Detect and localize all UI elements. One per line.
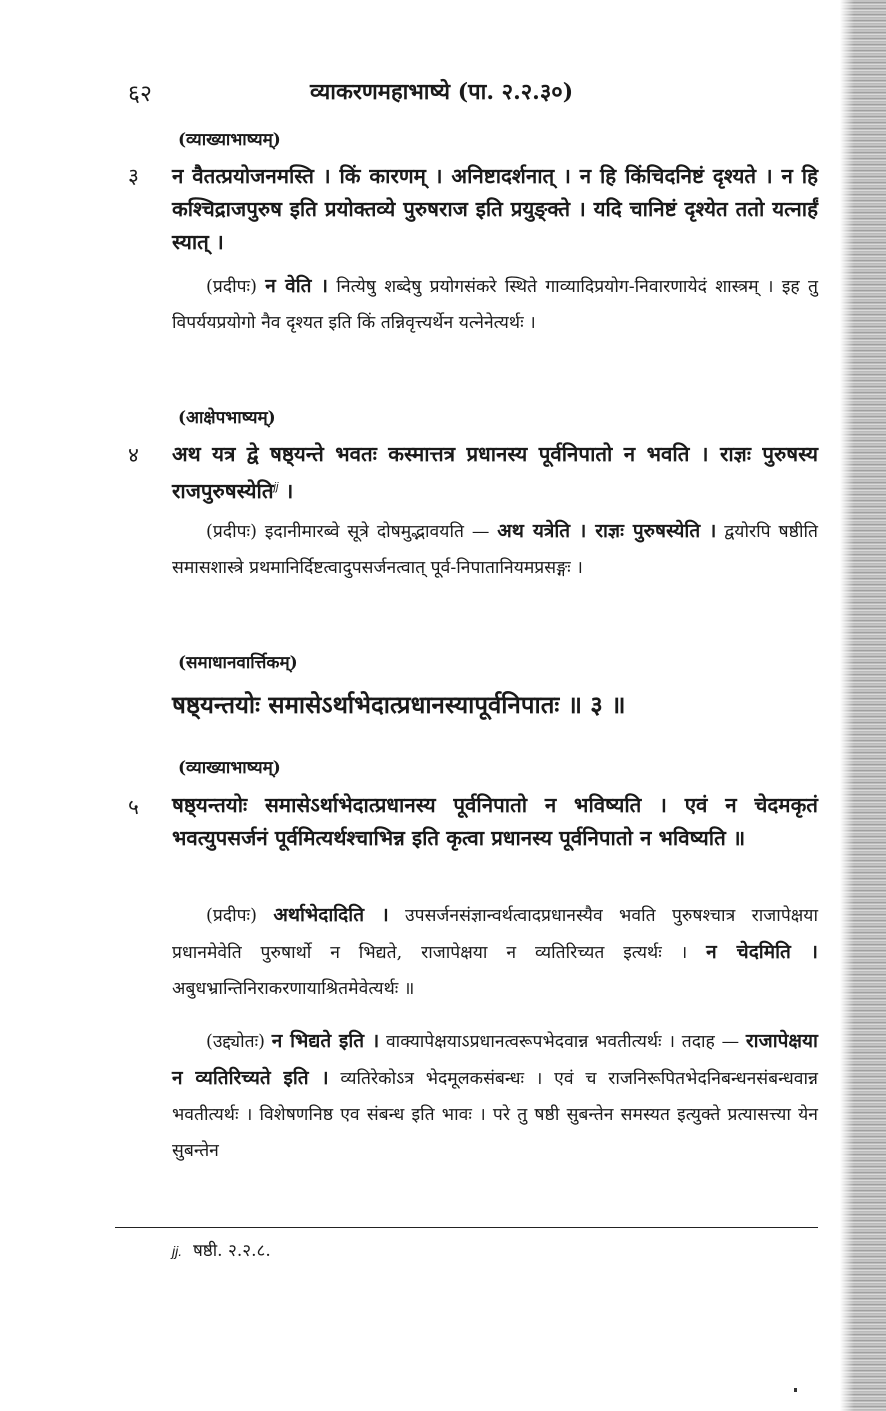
- udyota-lemma: राजापेक्षया न व्यतिरिच्यते इति ।: [172, 1030, 818, 1089]
- pradipa-text: द्वयोरपि षष्ठीति समासशास्त्रे प्रथमानिर्दिष्टत्वादुपसर्जनत्वात् पूर्व-निपातानियमप्रसङ्गः ।: [172, 522, 818, 578]
- bhashya-end: ।: [278, 478, 294, 503]
- pradipa-lemma: अथ यत्रेति । राज्ञः पुरुषस्येति ।: [497, 520, 717, 542]
- footnote-reference: jj: [273, 481, 279, 493]
- bhashya-paragraph-3: न वैतत्प्रयोजनमस्ति । किं कारणम् । अनिष्टादर्शनात् । न हि किंचिदनिष्टं दृश्यते । न हि कश्चिद्राजपुरुष इति प्रयोक्तव्ये पुरुषराज इति प्रयुङ्क्ते । यदि चानिष्टं दृश्येत ततो यत्नार्हं स्यात् ।: [172, 164, 818, 254]
- pradipa-text: नित्येषु शब्देषु प्रयोगसंकरे स्थिते गाव्यादिप्रयोग-निवारणायेदं शास्त्रम् । इह तु विपर्ययप्रयोगो नैव दृश्यत इति किं तन्निवृत्त्यर्थेन यत्नेनेत्यर्थः ।: [172, 277, 818, 333]
- footnote-rule: [115, 1227, 818, 1228]
- bhashya-text: अथ यत्र द्वे षष्ठ्यन्ते भवतः कस्मात्तत्र प्रधानस्य पूर्वनिपातो न भवति । राज्ञः पुरुषस्य राजपुरुषस्येति: [172, 442, 818, 503]
- paragraph-number-4: ४: [128, 443, 139, 467]
- pradipa-commentary-4: [172, 513, 818, 586]
- section-label-vyakhyabhashya-1: (व्याख्याभाष्यम्): [178, 130, 281, 150]
- udyota-text: वाक्यापेक्षयाऽप्रधानत्वरूपभेदवान्न भवतीत्यर्थः । तदाह —: [385, 1032, 740, 1052]
- footnote-marker: jj.: [172, 1243, 183, 1259]
- page-number: ६२: [128, 81, 152, 107]
- paragraph-number-3: ३: [128, 164, 139, 188]
- pradipa-tag: (प्रदीपः): [206, 522, 257, 542]
- pradipa-tag: (प्रदीपः): [206, 906, 257, 926]
- vartika-sutra: षष्ठ्यन्तयोः समासेऽर्थाभेदात्प्रधानस्यापूर्वनिपातः ॥ ३ ॥: [172, 690, 626, 719]
- bhashya-paragraph-5: षष्ठ्यन्तयोः समासेऽर्थाभेदात्प्रधानस्य पूर्वनिपातो न भविष्यति । एवं न चेदमकृतं भवत्युपसर्जनं पूर्वमित्यर्थश्चाभिन्न इति कृत्वा प्रधानस्य पूर्वनिपातो न भविष्यति ॥: [172, 793, 818, 850]
- section-label-akshepabhashya: (आक्षेपभाष्यम्): [178, 408, 276, 428]
- udyota-text: व्यतिरेकोऽत्र भेदमूलकसंबन्धः । एवं च राजनिरूपितभेदनिबन्धनसंबन्धवान्न भवतीत्यर्थः । विशेषणनिष्ठ एव संबन्ध इति भावः । परे तु षष्ठी सुबन्तेन समस्यत इत्युक्ते प्रत्यासत्त्या येन सुबन्तेन: [172, 1069, 818, 1161]
- udyota-lemma: न भिद्यते इति ।: [271, 1030, 380, 1052]
- pradipa-lemma: न चेदमिति ।: [706, 941, 818, 963]
- section-label-samadhanavartika: (समाधानवार्त्तिकम्): [178, 653, 298, 673]
- footnote-text: षष्ठी. २.२.८.: [192, 1241, 271, 1261]
- footnote: [172, 1238, 271, 1261]
- bhashya-paragraph-4: [172, 438, 818, 508]
- paragraph-number-5: ५: [128, 795, 139, 819]
- pradipa-lemma: अर्थाभेदादिति ।: [273, 904, 389, 926]
- udyota-commentary-5: [172, 1023, 818, 1169]
- pradipa-tag: (प्रदीपः): [206, 277, 257, 297]
- pradipa-commentary-5: [172, 897, 818, 1007]
- running-title: व्याकरणमहाभाष्ये (पा. २.२.३०): [310, 79, 574, 105]
- pradipa-text: अबुधभ्रान्तिनिराकरणायाश्रितमेवेत्यर्थः ॥: [172, 979, 415, 999]
- pradipa-commentary-3: [172, 268, 818, 341]
- pradipa-text: इदानीमारब्वे सूत्रे दोषमुद्भावयति —: [264, 522, 490, 542]
- page-header: [128, 76, 818, 108]
- scan-edge-shadow: [840, 0, 886, 1411]
- udyota-tag: (उद्द्योतः): [206, 1032, 265, 1052]
- scan-speck: [794, 1388, 797, 1392]
- section-label-vyakhyabhashya-2: (व्याख्याभाष्यम्): [178, 758, 281, 778]
- pradipa-lemma: न वेति ।: [265, 275, 329, 297]
- pradipa-text: उपसर्जनसंज्ञान्वर्थत्वादप्रधानस्यैव भवति पुरुषश्चात्र राजापेक्षया प्रधानमेवेति पुरुषार्थो न भिद्यते, राजापेक्षया न व्यतिरिच्यत इत्यर्थः ।: [172, 906, 818, 963]
